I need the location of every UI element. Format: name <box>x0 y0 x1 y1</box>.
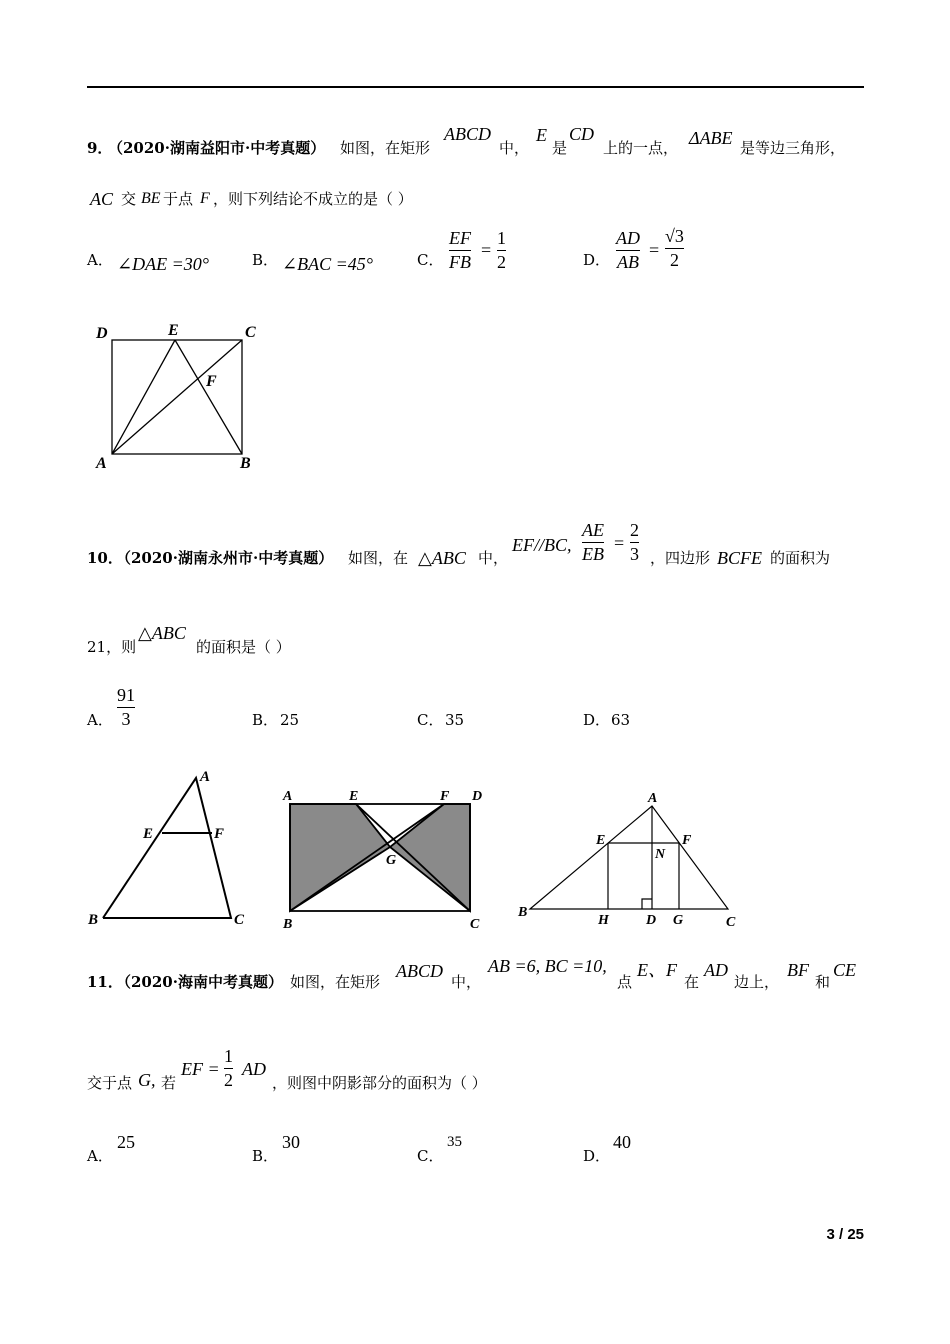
q10-text-3: ，四边形 <box>650 549 711 567</box>
q11-frac-num: 1 <box>224 1046 233 1066</box>
extra-triangle <box>530 806 728 909</box>
q11-label-g: G <box>386 853 397 868</box>
q9-opt-d-num: AD <box>616 228 640 248</box>
q9-text-7: 于点 <box>163 190 194 208</box>
q9-label-e: E <box>168 322 179 339</box>
q9-text-4: 上的一点， <box>603 139 679 157</box>
q10-label-a: A <box>200 769 211 785</box>
q10-figure <box>86 766 256 932</box>
q11-text-8: 若 <box>161 1074 177 1092</box>
q10-math-triangle: △ABC <box>418 548 466 568</box>
q10-text-1: 如图，在 <box>348 549 409 567</box>
q11-text-9: ，则图中阴影部分的面积为（ ） <box>272 1074 487 1092</box>
q9-text-5: 是等边三角形， <box>740 139 846 157</box>
q11-label-f: F <box>440 789 450 804</box>
q10-opt-a-label: A． <box>87 711 113 729</box>
q9-opt-c-den: FB <box>449 251 471 272</box>
q11-opt-c-label: C． <box>417 1147 444 1165</box>
q10-label-e: E <box>143 826 154 842</box>
q9-opt-d-result <box>665 227 684 270</box>
q11-math-ad2: AD <box>242 1059 266 1079</box>
q11-opt-b-label: B． <box>252 1147 279 1165</box>
q9-line-ae <box>112 340 175 454</box>
extra-label-b: B <box>518 905 528 920</box>
q11-label-d: D <box>472 789 483 804</box>
q9-label-b: B <box>240 455 251 472</box>
q9-label-c: C <box>245 324 256 341</box>
q11-math-ef2: EF = <box>181 1059 220 1079</box>
q10-triangle <box>103 778 231 918</box>
q10-text-2: 中， <box>478 549 509 567</box>
q9-text-3: 是 <box>552 139 568 157</box>
q11-opt-d-label: D． <box>583 1147 611 1165</box>
q9-opt-c-num: EF <box>449 228 471 248</box>
q11-math-ad: AD <box>704 960 728 980</box>
q9-opt-d-fraction <box>616 229 640 272</box>
q11-label-e: E <box>349 789 359 804</box>
q11-math-abcd: ABCD <box>396 961 443 981</box>
q10-text-6: 的面积是（ ） <box>196 638 291 656</box>
q11-text-3: 点 <box>617 973 633 991</box>
q9-label-d: D <box>96 325 108 342</box>
q9-label-f: F <box>206 373 217 390</box>
q11-opt-c-text: 35 <box>447 1134 462 1150</box>
q10-math-parallel: EF//BC, <box>512 535 572 555</box>
q11-label-b: B <box>283 917 293 932</box>
q10-opt-c-text: 35 <box>445 711 465 729</box>
q11-math-values: AB =6, BC =10, <box>488 956 607 976</box>
q10-math-triangle-2: △ABC <box>138 623 186 643</box>
q11-text-1: 如图，在矩形 <box>290 973 381 991</box>
q11-opt-b-text: 30 <box>282 1132 300 1152</box>
q10-text-4: 的面积为 <box>770 549 831 567</box>
q10-math-bcfe: BCFE <box>717 548 762 568</box>
q9-line-eb <box>175 340 242 454</box>
extra-label-c: C <box>726 915 736 930</box>
q11-text-7: 交于点 <box>87 1074 133 1092</box>
q11-fraction <box>224 1047 233 1090</box>
q11-shade-left <box>290 804 390 911</box>
q9-math-be: BE <box>141 190 161 207</box>
extra-label-f: F <box>682 833 692 848</box>
q9-opt-d-den: AB <box>617 251 639 272</box>
q11-label-c: C <box>470 917 480 932</box>
q11-label-a: A <box>283 789 293 804</box>
q10-opt-a-fraction <box>117 686 135 729</box>
q11-shade-right <box>390 804 470 911</box>
q10-ratio-num: 2 <box>630 520 639 540</box>
q9-opt-d-rden: 2 <box>669 249 679 270</box>
q10-label-b: B <box>88 912 99 928</box>
q9-math-f: F <box>200 190 210 207</box>
q11-opt-a-text: 25 <box>117 1132 135 1152</box>
q10-opt-d-label: D． <box>583 711 611 729</box>
q10-ratio-den: 3 <box>630 543 639 564</box>
q10-label-f: F <box>214 826 225 842</box>
q9-opt-c-result <box>497 229 506 272</box>
q10-opt-c-label: C． <box>417 711 444 729</box>
q10-number: 10． <box>87 549 123 567</box>
q11-text-4: 在 <box>684 973 700 991</box>
q9-opt-d-rnum: √3 <box>665 226 684 246</box>
q10-text-5: 21，则 <box>87 638 137 656</box>
q9-math-ac: AC <box>90 189 114 209</box>
q11-number: 11． <box>87 973 123 991</box>
q10-eq: = <box>614 533 625 553</box>
q9-line-ac <box>112 340 242 454</box>
q9-math-cd: CD <box>569 124 595 144</box>
q9-opt-c-rden: 2 <box>497 251 506 272</box>
q11-frac-den: 2 <box>224 1069 233 1090</box>
q11-math-bf: BF <box>787 960 809 980</box>
extra-figure <box>510 788 750 933</box>
q9-opt-b-text: ∠BAC =45° <box>282 254 373 274</box>
q9-text-1: 如图，在矩形 <box>340 139 431 157</box>
q10-ratio <box>630 521 639 564</box>
q9-number: 9． <box>87 139 113 157</box>
q11-text-5: 边上， <box>734 973 780 991</box>
extra-label-e: E <box>596 833 606 848</box>
q9-figure <box>90 318 265 473</box>
q9-text-8: ，则下列结论不成立的是（ ） <box>213 190 413 208</box>
q11-figure <box>280 784 490 934</box>
q10-frac-num: AE <box>582 520 604 540</box>
q9-text-2: 中， <box>499 139 530 157</box>
q9-label-a: A <box>96 455 107 472</box>
q9-opt-d-label: D． <box>583 251 611 269</box>
q9-opt-c-fraction <box>449 229 471 272</box>
q9-text-6: 交 <box>121 190 137 208</box>
q11-math-ef: E、F <box>637 960 677 980</box>
page-number: 3 / 25 <box>826 1226 864 1243</box>
q10-opt-b-label: B． <box>252 711 279 729</box>
q9-opt-c-rnum: 1 <box>497 228 506 248</box>
q11-opt-a-label: A． <box>87 1147 113 1165</box>
q10-opt-d-text: 63 <box>611 711 631 729</box>
q11-math-ce: CE <box>833 960 857 980</box>
extra-label-d: D <box>646 913 657 928</box>
q9-source: （2020·湖南益阳市·中考真题） <box>108 139 326 157</box>
q10-source: （2020·湖南永州市·中考真题） <box>116 549 334 567</box>
q11-opt-d-text: 40 <box>613 1132 631 1152</box>
q11-math-g: G, <box>138 1070 156 1090</box>
header-rule <box>87 86 864 88</box>
q9-opt-c-eq: = <box>481 240 492 260</box>
q9-opt-a-label: A． <box>87 251 113 269</box>
q9-math-abcd: ABCD <box>444 124 491 144</box>
extra-label-g: G <box>673 913 684 928</box>
q11-text-6: 和 <box>815 973 831 991</box>
q9-opt-d-eq: = <box>649 240 660 260</box>
q10-frac-den: EB <box>582 543 604 564</box>
q10-label-c: C <box>234 912 245 928</box>
extra-right-angle <box>642 899 652 909</box>
q10-opt-a-num: 91 <box>117 685 135 705</box>
q10-opt-b-text: 25 <box>280 711 300 729</box>
q9-math-triangle: ΔABE <box>689 128 733 148</box>
q10-opt-a-den: 3 <box>121 708 131 729</box>
extra-label-a: A <box>648 791 658 806</box>
q9-opt-c-label: C． <box>417 251 444 269</box>
q9-opt-a-text: ∠DAE =30° <box>117 254 209 274</box>
extra-label-h: H <box>598 913 609 928</box>
extra-label-n: N <box>655 847 666 862</box>
q10-fraction <box>582 521 604 564</box>
q9-opt-b-label: B． <box>252 251 279 269</box>
q11-text-2: 中， <box>451 973 482 991</box>
q9-math-e: E <box>536 125 547 145</box>
q11-source: （2020·海南中考真题） <box>116 973 283 991</box>
